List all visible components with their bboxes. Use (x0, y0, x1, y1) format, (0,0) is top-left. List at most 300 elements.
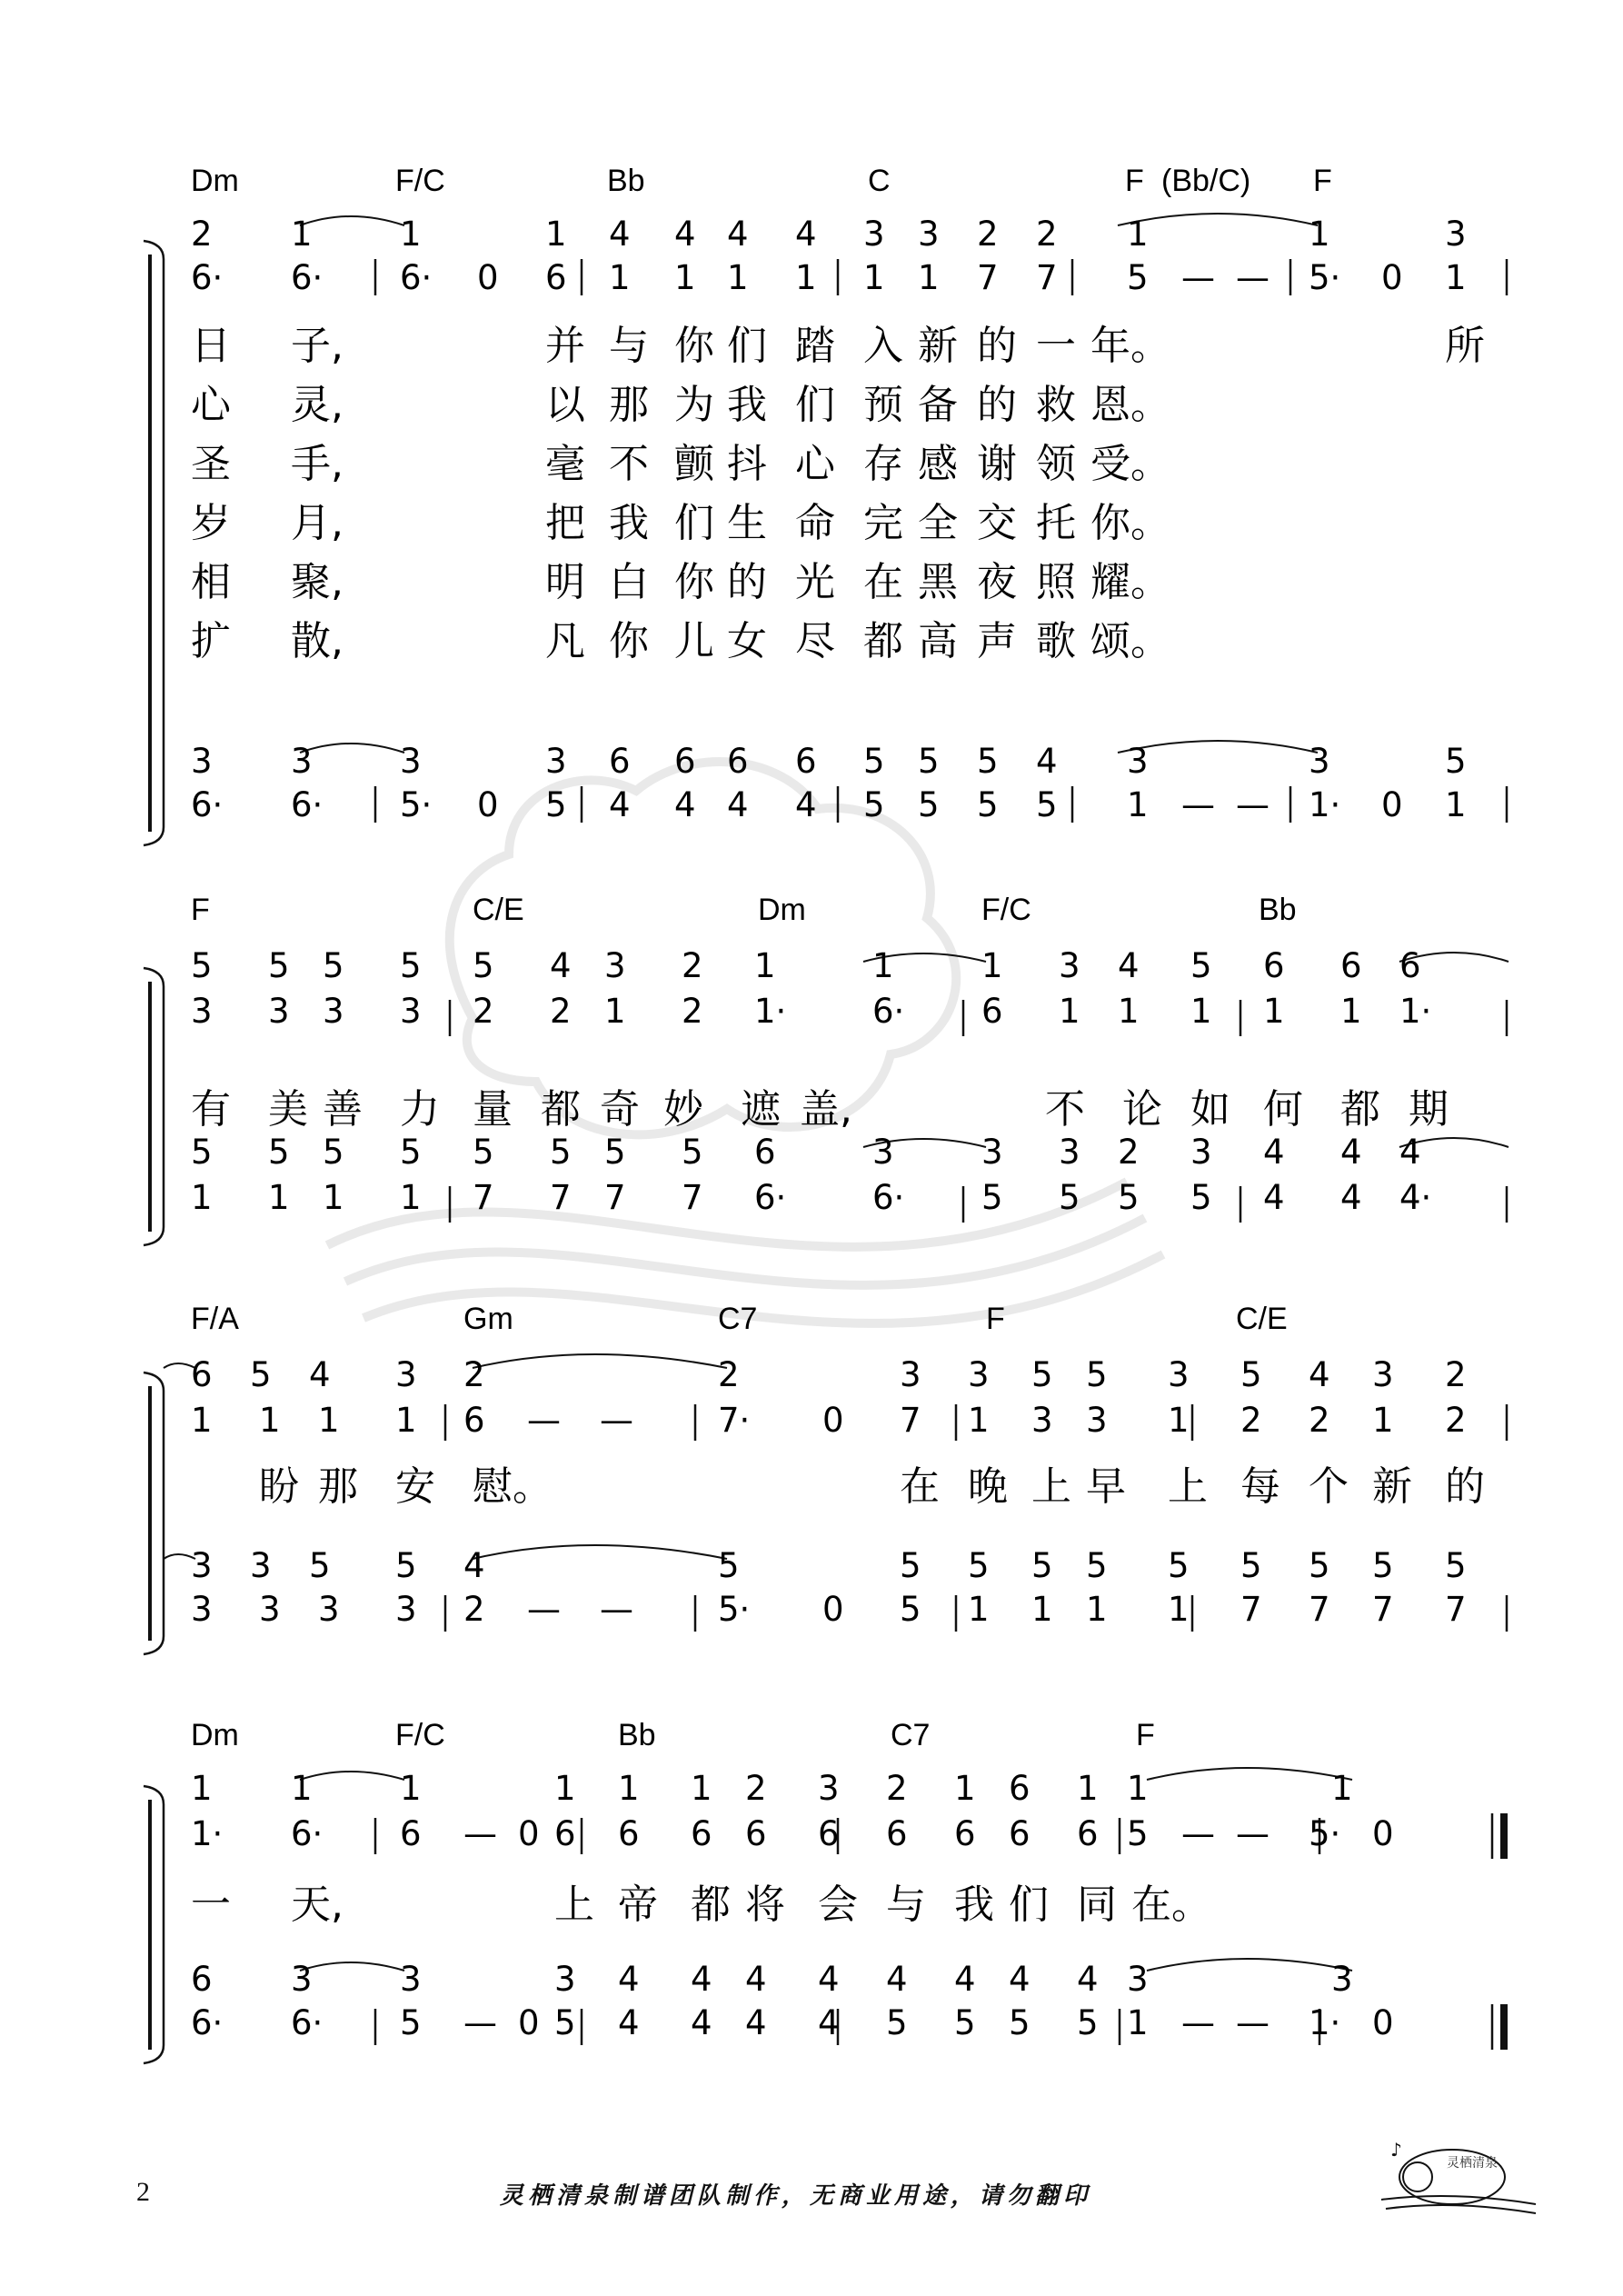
upper-bottom-note: 1· (191, 1814, 224, 1853)
lyric-char: 早 (1086, 1463, 1126, 1510)
lower-bottom-note: 6· (754, 1178, 787, 1217)
lower-top-note: 4 (1340, 1133, 1362, 1172)
lyric-char: 那 (609, 382, 649, 428)
lyric-char: 你 (674, 559, 714, 605)
upper-top-note: 2 (718, 1355, 740, 1394)
upper-bottom-note: 1 (1263, 992, 1285, 1031)
upper-top-note: 3 (604, 946, 626, 985)
lower-top-note: 6 (609, 742, 631, 781)
lower-bottom-note: 1 (268, 1178, 290, 1217)
lower-bottom-note: 5 (1009, 2003, 1031, 2042)
upper-bottom-note: 2 (473, 992, 494, 1031)
lyric-char: 量 (473, 1086, 513, 1133)
lyric-char: 托 (1036, 500, 1076, 546)
lower-top-note: 5 (977, 742, 999, 781)
upper-bottom-note: 1 (609, 258, 631, 297)
lyric-char: 日 (191, 323, 231, 369)
upper-top-note: 6 (1399, 946, 1421, 985)
upper-top-note: 4 (795, 215, 817, 254)
lyric-char: 颤 (674, 441, 714, 487)
lower-top-note: 4 (954, 1960, 976, 1999)
chord-symbol: C7 (718, 1302, 758, 1336)
lyric-char: 手, (291, 441, 344, 487)
lower-bottom-note: 5 (545, 785, 567, 824)
lyric-char: 安 (395, 1463, 435, 1510)
upper-top-note: 5 (1086, 1355, 1108, 1394)
upper-top-note: 3 (1445, 215, 1467, 254)
lyric-char: 你。 (1090, 500, 1170, 546)
lower-top-note: 6 (727, 742, 749, 781)
lyric-char: 如 (1190, 1086, 1230, 1133)
lyric-char: 把 (545, 500, 585, 546)
lower-bottom-note: 0 (822, 1590, 844, 1629)
lyric-char: 力 (400, 1086, 440, 1133)
lyric-char: 生 (727, 500, 767, 546)
lyric-char: 们 (1009, 1882, 1049, 1928)
upper-bottom-note: 7 (977, 258, 999, 297)
upper-bottom-note: 1 (1118, 992, 1140, 1031)
lower-bottom-note: 0 (518, 2003, 540, 2042)
lower-top-note: 6 (191, 1960, 213, 1999)
upper-top-note: 1 (872, 946, 894, 985)
lower-bottom-note: 7 (682, 1178, 703, 1217)
upper-top-note: 3 (900, 1355, 921, 1394)
lyric-char: 与 (609, 323, 649, 369)
chord-symbol: Gm (463, 1302, 513, 1336)
lower-bottom-note: 4 (674, 785, 696, 824)
chord-symbol: F (1313, 164, 1332, 198)
lower-bottom-note: 5 (863, 785, 885, 824)
lower-bottom-note: 1 (400, 1178, 422, 1217)
upper-top-note: 1 (400, 215, 422, 254)
chord-symbol: F (1136, 1718, 1155, 1752)
lyric-char: 新 (1372, 1463, 1412, 1510)
lyric-char: 为 (674, 382, 714, 428)
upper-top-note: 5 (268, 946, 290, 985)
lower-bottom-note: 1 (191, 1178, 213, 1217)
upper-top-note: 1 (291, 215, 313, 254)
lower-bottom-note: 4 (745, 2003, 767, 2042)
lyric-char: 我 (727, 382, 767, 428)
upper-bottom-note: — (527, 1401, 561, 1440)
upper-bottom-note: 3 (1086, 1401, 1108, 1440)
lower-bottom-note: 6· (291, 2003, 324, 2042)
upper-bottom-note: 1 (727, 258, 749, 297)
lyric-char: 相 (191, 559, 231, 605)
lower-top-note: 5 (1445, 742, 1467, 781)
lower-top-note: 5 (1086, 1546, 1108, 1585)
logo-text: 灵栖清泉 (1447, 2156, 1498, 2171)
lower-bottom-note: — (1181, 785, 1215, 824)
upper-bottom-note: 1 (918, 258, 940, 297)
lower-bottom-note: 1 (1031, 1590, 1053, 1629)
lyric-char: 高 (918, 618, 958, 664)
lower-bottom-note: 2 (463, 1590, 485, 1629)
lyric-char: 所 (1445, 323, 1485, 369)
lyric-char: 全 (918, 500, 958, 546)
lyric-char: 命 (795, 500, 835, 546)
lyric-char: 期 (1409, 1086, 1449, 1133)
lyric-char: 感 (918, 441, 958, 487)
lyric-char: 女 (727, 618, 767, 664)
lyric-char: 们 (795, 382, 835, 428)
lyric-char: 们 (727, 323, 767, 369)
upper-top-note: 1 (545, 215, 567, 254)
lyric-char: 我 (954, 1882, 994, 1928)
upper-top-note: 2 (682, 946, 703, 985)
lyric-char: 抖 (727, 441, 767, 487)
lyric-char: 入 (863, 323, 903, 369)
upper-bottom-note: 5 (1127, 1814, 1149, 1853)
lower-top-note: 3 (872, 1133, 894, 1172)
upper-bottom-note: 2 (550, 992, 572, 1031)
lower-bottom-note: 1 (323, 1178, 344, 1217)
upper-bottom-note: — (600, 1401, 633, 1440)
upper-top-note: 4 (727, 215, 749, 254)
upper-bottom-note: 6 (745, 1814, 767, 1853)
lyric-char: 晚 (968, 1463, 1008, 1510)
lower-bottom-note: 5 (1118, 1178, 1140, 1217)
upper-top-note: 1 (1127, 215, 1149, 254)
chord-symbol: Bb (607, 164, 645, 198)
lyric-char: 心 (795, 441, 835, 487)
upper-top-note: 4 (309, 1355, 331, 1394)
upper-bottom-note: 1 (318, 1401, 340, 1440)
upper-top-note: 5 (473, 946, 494, 985)
lower-top-note: 5 (718, 1546, 740, 1585)
lower-bottom-note: 4 (1340, 1178, 1362, 1217)
upper-bottom-note: 1 (604, 992, 626, 1031)
lower-top-note: 4 (463, 1546, 485, 1585)
lyric-char: 不 (1045, 1086, 1085, 1133)
lyric-char: 上 (554, 1882, 594, 1928)
upper-top-note: 6 (1340, 946, 1362, 985)
upper-top-note: 1 (554, 1769, 576, 1808)
lower-top-note: 3 (1331, 1960, 1353, 1999)
lyric-char: 尽 (795, 618, 835, 664)
lyric-char: 耀。 (1090, 559, 1170, 605)
lower-bottom-note: 4 (618, 2003, 640, 2042)
upper-bottom-note: 6· (400, 258, 433, 297)
lower-bottom-note: 4 (795, 785, 817, 824)
upper-bottom-note: 7· (718, 1401, 751, 1440)
lyric-char: 都 (691, 1882, 731, 1928)
lower-top-note: 3 (400, 742, 422, 781)
lower-top-note: 3 (400, 1960, 422, 1999)
upper-bottom-note: 0 (822, 1401, 844, 1440)
lyric-char: 颂。 (1090, 618, 1170, 664)
lower-bottom-note: 5 (886, 2003, 908, 2042)
upper-bottom-note: 1 (795, 258, 817, 297)
lower-bottom-note: 4 (818, 2003, 840, 2042)
lower-bottom-note: 1 (968, 1590, 990, 1629)
lower-top-note: 4 (1077, 1960, 1099, 1999)
lower-top-note: 3 (1127, 742, 1149, 781)
lower-bottom-note: — (463, 2003, 497, 2042)
lower-top-note: 4 (618, 1960, 640, 1999)
upper-top-note: 1 (691, 1769, 712, 1808)
upper-bottom-note: 1 (1372, 1401, 1394, 1440)
lyric-char: 你 (609, 618, 649, 664)
lower-top-note: 5 (968, 1546, 990, 1585)
lower-top-note: 5 (1445, 1546, 1467, 1585)
upper-top-note: 4 (1309, 1355, 1330, 1394)
lower-top-note: 4 (886, 1960, 908, 1999)
upper-bottom-note: 1 (674, 258, 696, 297)
lower-bottom-note: 5 (1059, 1178, 1080, 1217)
lower-top-note: 4 (1399, 1133, 1421, 1172)
upper-top-note: 3 (395, 1355, 417, 1394)
lyric-char: 的 (727, 559, 767, 605)
upper-top-note: 1 (1077, 1769, 1099, 1808)
upper-bottom-note: 2 (1445, 1401, 1467, 1440)
lyric-char: 会 (818, 1882, 858, 1928)
upper-top-note: 5 (1031, 1355, 1053, 1394)
lower-bottom-note: 6· (191, 785, 224, 824)
lyric-char: 踏 (795, 323, 835, 369)
upper-top-note: 5 (1190, 946, 1212, 985)
chord-symbol: F/C (395, 1718, 445, 1752)
upper-bottom-note: 6 (818, 1814, 840, 1853)
lyric-char: 以 (545, 382, 585, 428)
lower-top-note: 5 (550, 1133, 572, 1172)
upper-bottom-note: 5· (1309, 1814, 1341, 1853)
lower-bottom-note: 5· (718, 1590, 751, 1629)
upper-bottom-note: 1 (1059, 992, 1080, 1031)
upper-top-note: 2 (463, 1355, 485, 1394)
upper-bottom-note: — (1181, 258, 1215, 297)
lyric-char: 谢 (977, 441, 1017, 487)
lyric-char: 心 (191, 382, 231, 428)
lyric-char: 盖, (800, 1086, 852, 1133)
lower-top-note: 4 (1009, 1960, 1031, 1999)
lyric-char: 们 (674, 500, 714, 546)
upper-top-note: 1 (981, 946, 1003, 985)
upper-top-note: 2 (886, 1769, 908, 1808)
upper-top-note: 1 (1127, 1769, 1149, 1808)
upper-bottom-note: 3 (191, 992, 213, 1031)
lyric-char: 声 (977, 618, 1017, 664)
lower-top-note: 3 (1190, 1133, 1212, 1172)
upper-top-note: 4 (550, 946, 572, 985)
upper-bottom-note: 5 (1127, 258, 1149, 297)
chord-symbol: F/A (191, 1302, 239, 1336)
lower-bottom-note: 6· (191, 2003, 224, 2042)
chord-symbol: Dm (758, 893, 806, 927)
lower-bottom-note: 5 (1190, 1178, 1212, 1217)
lyric-char: 照 (1036, 559, 1076, 605)
lower-bottom-note: — (527, 1590, 561, 1629)
lower-top-note: 5 (1031, 1546, 1053, 1585)
chord-symbol: F (986, 1302, 1005, 1336)
upper-bottom-note: 0 (518, 1814, 540, 1853)
upper-bottom-note: 0 (1381, 258, 1403, 297)
upper-top-note: 1 (618, 1769, 640, 1808)
lower-top-note: 3 (1127, 1960, 1149, 1999)
lower-top-note: 3 (191, 1546, 213, 1585)
lower-top-note: 5 (191, 1133, 213, 1172)
lower-bottom-note: 7 (1309, 1590, 1330, 1629)
upper-top-note: 1 (1331, 1769, 1353, 1808)
lyric-char: 月, (291, 500, 344, 546)
chord-symbol: Bb (1259, 893, 1297, 927)
lyric-char: 凡 (545, 618, 585, 664)
lyric-char: 天, (291, 1882, 344, 1928)
lower-top-note: 4 (691, 1960, 712, 1999)
upper-bottom-note: 6 (886, 1814, 908, 1853)
lower-bottom-note: 1 (1168, 1590, 1190, 1629)
lyric-char: 在。 (1131, 1882, 1211, 1928)
lower-top-note: 6 (674, 742, 696, 781)
upper-bottom-note: 2 (1309, 1401, 1330, 1440)
upper-top-note: 3 (968, 1355, 990, 1394)
upper-top-note: 3 (1168, 1355, 1190, 1394)
lyric-char: 美 (268, 1086, 308, 1133)
lower-bottom-note: 3 (395, 1590, 417, 1629)
chord-symbol: C/E (473, 893, 524, 927)
lyric-char: 上 (1031, 1463, 1071, 1510)
chord-symbol: F/C (395, 164, 445, 198)
upper-bottom-note: 0 (477, 258, 499, 297)
lower-top-note: 3 (981, 1133, 1003, 1172)
lyric-char: 慰。 (473, 1463, 553, 1510)
chord-symbol: C7 (891, 1718, 931, 1752)
upper-top-note: 3 (1372, 1355, 1394, 1394)
lower-top-note: 5 (1168, 1546, 1190, 1585)
upper-top-note: 6 (1009, 1769, 1031, 1808)
chord-symbol: C (868, 164, 891, 198)
lower-top-note: 5 (863, 742, 885, 781)
lyric-char: 盼 (259, 1463, 299, 1510)
lower-top-note: 5 (268, 1133, 290, 1172)
upper-top-note: 5 (400, 946, 422, 985)
lyric-char: 的 (977, 323, 1017, 369)
lyric-char: 圣 (191, 441, 231, 487)
lower-bottom-note: 7 (1372, 1590, 1394, 1629)
lyric-char: 备 (918, 382, 958, 428)
lower-bottom-note: — (600, 1590, 633, 1629)
lower-top-note: 5 (323, 1133, 344, 1172)
upper-top-note: 2 (191, 215, 213, 254)
upper-top-note: 5 (323, 946, 344, 985)
lyric-char: 那 (318, 1463, 358, 1510)
upper-top-note: 6 (191, 1355, 213, 1394)
lyric-char: 扩 (191, 618, 231, 664)
lower-top-note: 4 (818, 1960, 840, 1999)
lower-bottom-note: — (1236, 785, 1270, 824)
upper-bottom-note: 1 (395, 1401, 417, 1440)
lower-top-note: 5 (918, 742, 940, 781)
upper-bottom-note: 1 (259, 1401, 281, 1440)
lyric-char: 在 (900, 1463, 940, 1510)
lower-top-note: 3 (1059, 1133, 1080, 1172)
upper-top-note: 4 (674, 215, 696, 254)
svg-text:♪: ♪ (1390, 2139, 1402, 2161)
lower-bottom-note: 1 (1445, 785, 1467, 824)
lyric-char: 灵, (291, 382, 344, 428)
lower-bottom-note: 5 (977, 785, 999, 824)
lower-bottom-note: 7 (1445, 1590, 1467, 1629)
lyric-char: 领 (1036, 441, 1076, 487)
lower-bottom-note: 0 (477, 785, 499, 824)
lower-bottom-note: 7 (604, 1178, 626, 1217)
lower-top-note: 5 (682, 1133, 703, 1172)
upper-bottom-note: 6 (463, 1401, 485, 1440)
lyric-char: 善 (323, 1086, 363, 1133)
lyric-char: 预 (863, 382, 903, 428)
upper-top-note: 2 (1445, 1355, 1467, 1394)
upper-bottom-note: 6 (981, 992, 1003, 1031)
lower-top-note: 3 (291, 1960, 313, 1999)
lower-bottom-note: 4 (727, 785, 749, 824)
footer-sheep-logo-icon (1381, 2139, 1536, 2213)
lyric-char: 在 (863, 559, 903, 605)
lower-bottom-note: 5 (1036, 785, 1058, 824)
lower-bottom-note: 3 (318, 1590, 340, 1629)
upper-bottom-note: 1 (968, 1401, 990, 1440)
chord-symbol: Bb (618, 1718, 656, 1752)
lower-bottom-note: 5· (400, 785, 433, 824)
lower-bottom-note: 6· (291, 785, 324, 824)
chord-symbol: Dm (191, 164, 239, 198)
lyric-char: 与 (886, 1882, 926, 1928)
upper-bottom-note: 0 (1372, 1814, 1394, 1853)
lower-top-note: 3 (1309, 742, 1330, 781)
lower-bottom-note: 3 (259, 1590, 281, 1629)
lower-top-note: 3 (250, 1546, 272, 1585)
upper-bottom-note: 6 (618, 1814, 640, 1853)
upper-top-note: 1 (291, 1769, 313, 1808)
chord-symbol: F/C (981, 893, 1031, 927)
upper-bottom-note: 1 (1190, 992, 1212, 1031)
footer-copyright-text: 灵栖清泉制谱团队制作，无商业用途，请勿翻印 (500, 2182, 1092, 2210)
lower-bottom-note: 4· (1399, 1178, 1432, 1217)
upper-bottom-note: 3 (400, 992, 422, 1031)
lower-bottom-note: 5 (900, 1590, 921, 1629)
lower-bottom-note: 4 (1263, 1178, 1285, 1217)
upper-bottom-note: 7 (900, 1401, 921, 1440)
lower-bottom-note: 4 (609, 785, 631, 824)
lyric-char: 救 (1036, 382, 1076, 428)
lower-top-note: 5 (1240, 1546, 1262, 1585)
lyric-char: 恩。 (1090, 382, 1170, 428)
upper-top-note: 1 (754, 946, 776, 985)
upper-bottom-note: 1· (1399, 992, 1432, 1031)
lyric-char: 妙 (663, 1086, 703, 1133)
chord-symbol: Dm (191, 1718, 239, 1752)
chord-symbol: (Bb/C) (1161, 164, 1251, 198)
upper-bottom-note: 5· (1309, 258, 1341, 297)
lower-bottom-note: 0 (1381, 785, 1403, 824)
lower-top-note: 5 (400, 1133, 422, 1172)
upper-bottom-note: 1 (1340, 992, 1362, 1031)
upper-top-note: 6 (1263, 946, 1285, 985)
lower-top-note: 4 (745, 1960, 767, 1999)
lower-top-note: 3 (191, 742, 213, 781)
upper-bottom-note: 2 (1240, 1401, 1262, 1440)
lyric-char: 一 (1036, 323, 1076, 369)
lyric-char: 你 (674, 323, 714, 369)
lower-bottom-note: 1 (1086, 1590, 1108, 1629)
lower-top-note: 5 (604, 1133, 626, 1172)
upper-bottom-note: 1 (1445, 258, 1467, 297)
lower-top-note: 4 (1036, 742, 1058, 781)
lower-bottom-note: 7 (550, 1178, 572, 1217)
lyric-char: 帝 (618, 1882, 658, 1928)
lyric-char: 并 (545, 323, 585, 369)
lyric-char: 散, (291, 618, 344, 664)
lower-top-note: 3 (291, 742, 313, 781)
